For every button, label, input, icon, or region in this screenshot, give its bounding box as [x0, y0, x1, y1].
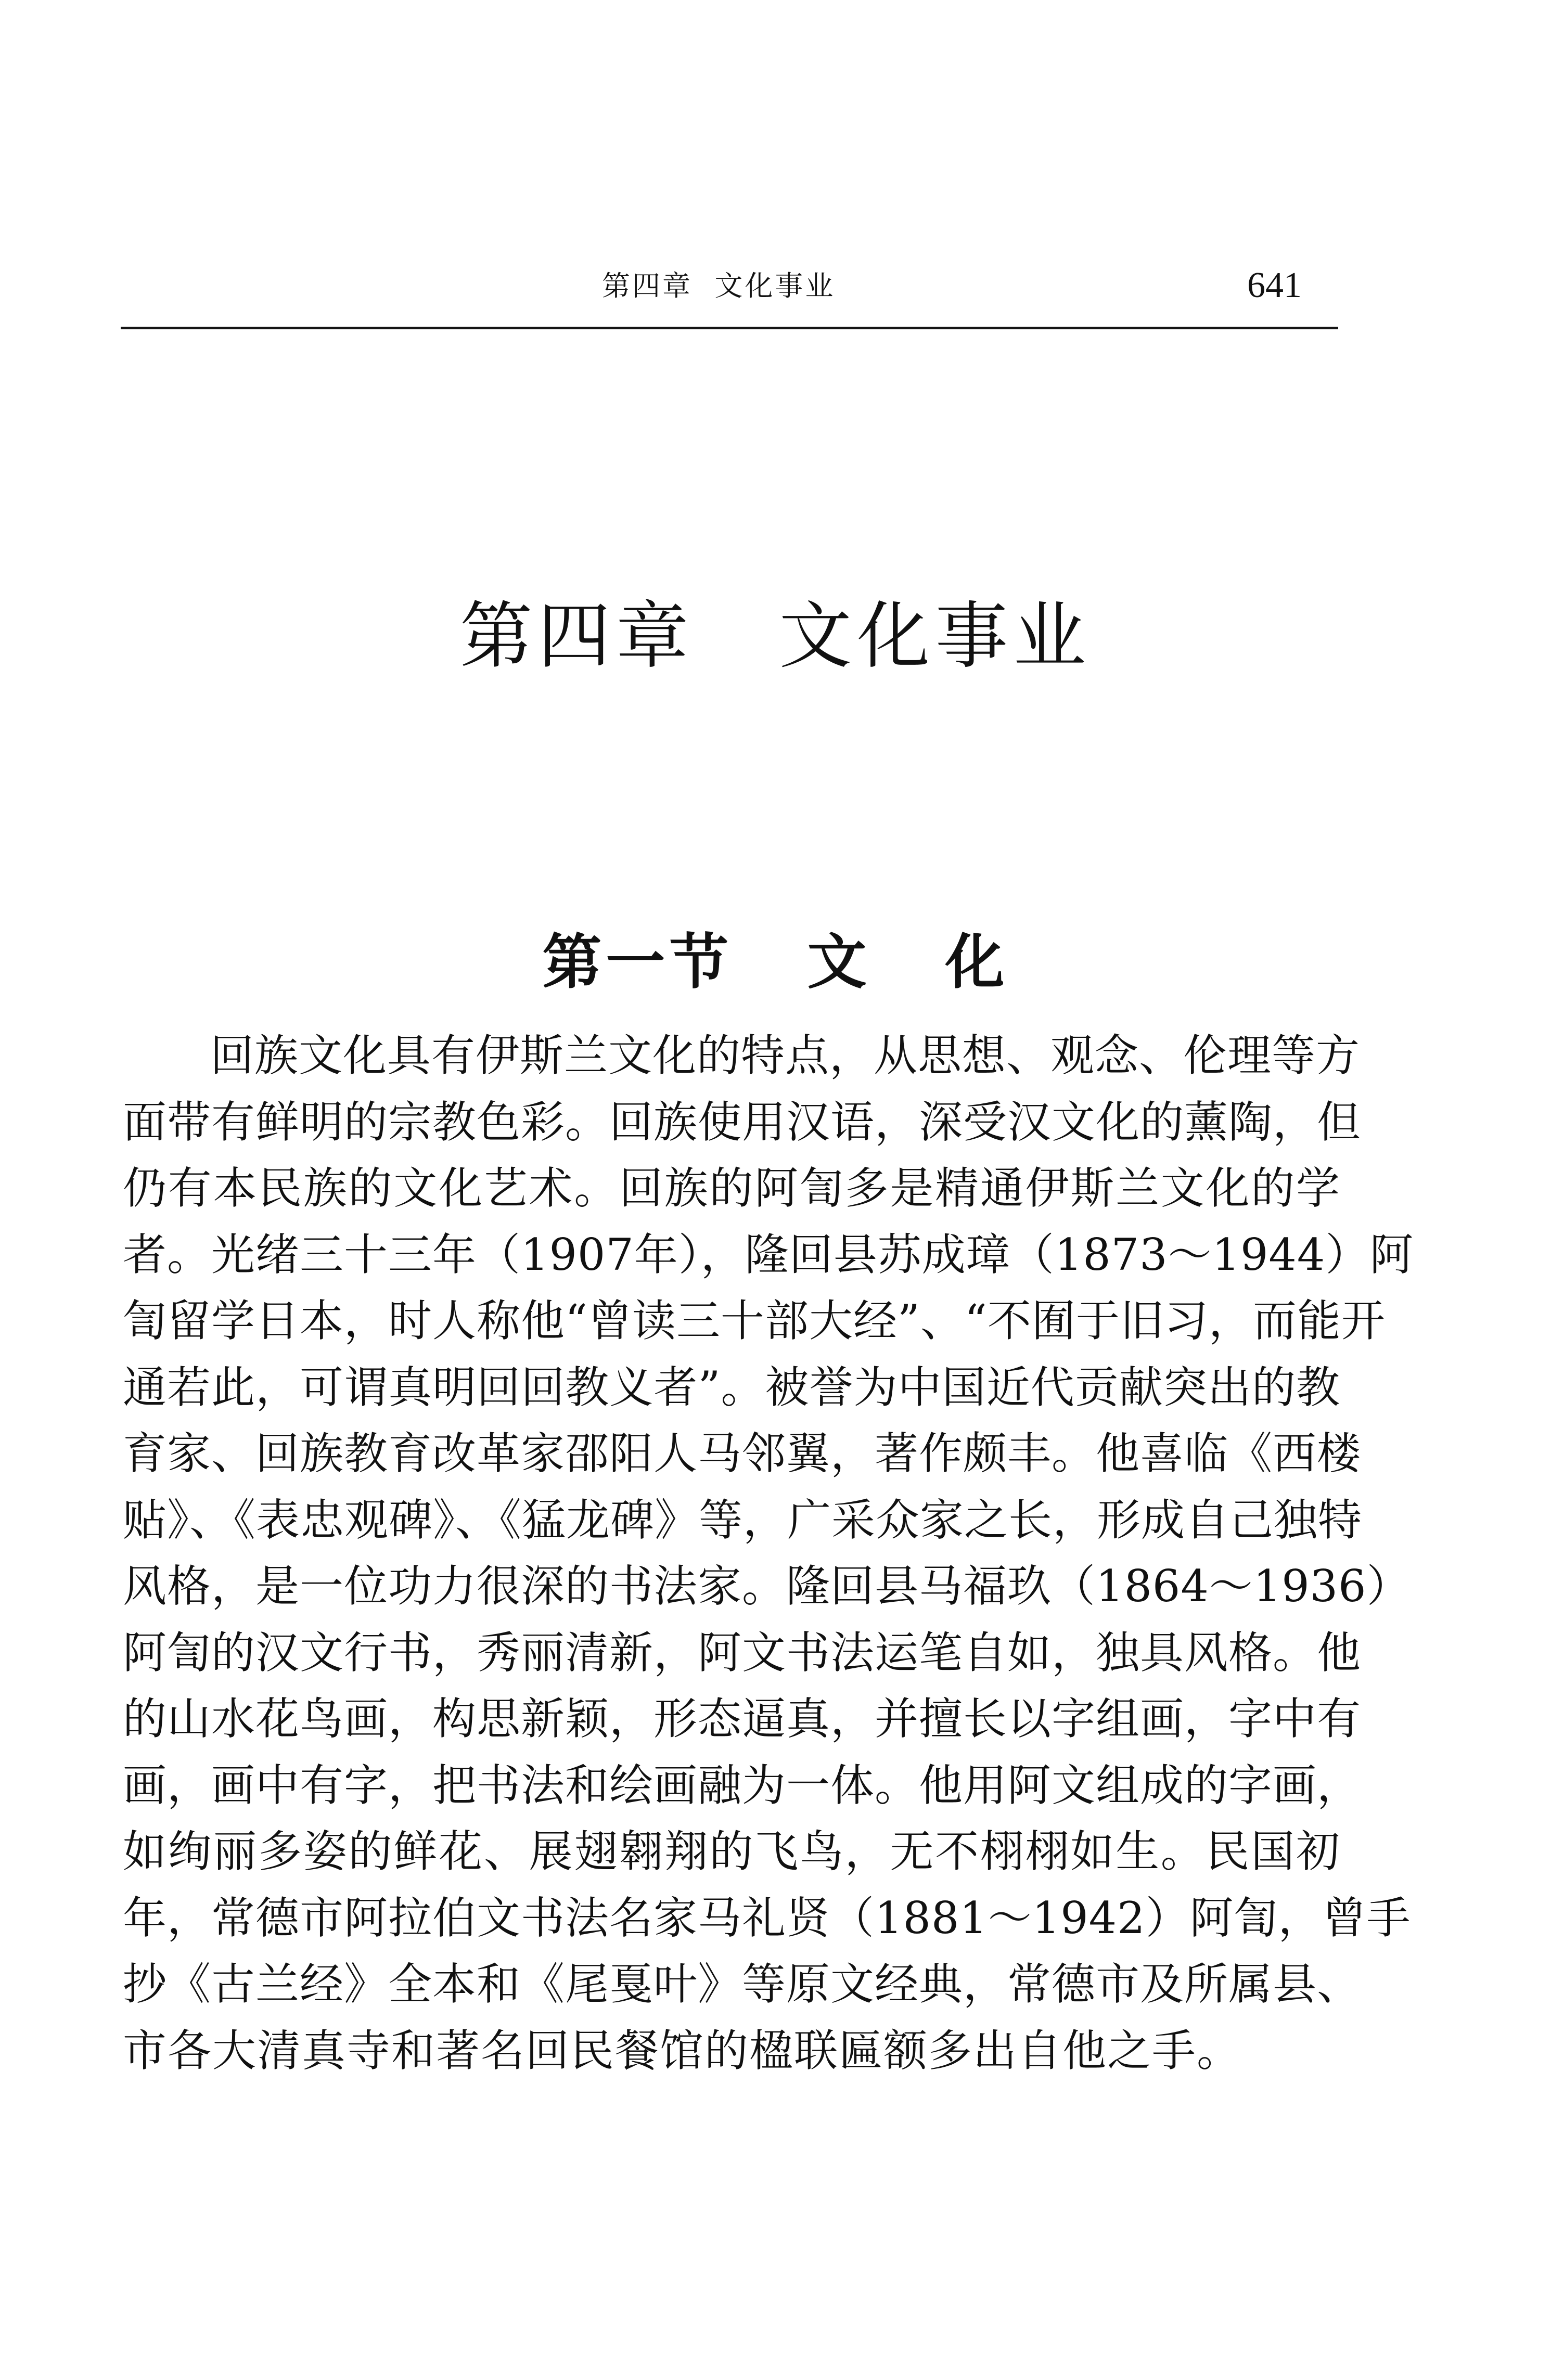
paragraph-line: 如绚丽多姿的鲜花、展翅翱翔的飞鸟，无不栩栩如生。民国初	[123, 1826, 1340, 1877]
body-paragraph	[123, 1023, 1414, 2084]
paragraph-line: 回族文化具有伊斯兰文化的特点，从思想、观念、伦理等方	[210, 1030, 1361, 1081]
section-title: 第一节 文 化	[542, 927, 1009, 997]
paragraph-line: 的山水花鸟画，构思新颖，形态逼真，并擅长以字组画，字中有	[123, 1693, 1362, 1744]
paragraph-line: 通若此，可谓真明回回教义者”。被誉为中国近代贡献突出的教	[123, 1361, 1340, 1413]
paragraph-line: 画，画中有字，把书法和绘画融为一体。他用阿文组成的字画，	[123, 1759, 1362, 1811]
paragraph-line: 者。光绪三十三年（1907年），隆回县苏成璋（1873～1944）阿	[123, 1229, 1414, 1280]
running-header-title: 第四章 文化事业	[602, 269, 836, 302]
paragraph-line: 贴》、《表忠观碑》、《猛龙碑》等，广采众家之长，形成自己独特	[123, 1494, 1363, 1546]
running-header	[121, 265, 1338, 328]
page-number: 641	[1247, 265, 1302, 305]
paragraph-line: 面带有鲜明的宗教色彩。回族使用汉语，深受汉文化的薰陶，但	[123, 1096, 1362, 1148]
paragraph-line: 市各大清真寺和著名回民餐馆的楹联匾额多出自他之手。	[123, 2025, 1242, 2076]
paragraph-line: 年，常德市阿拉伯文书法名家马礼贤（1881～1942）阿訇，曾手	[123, 1892, 1411, 1944]
paragraph-line: 抄《古兰经》全本和《尾戛叶》等原文经典，常德市及所属县、	[123, 1959, 1362, 2010]
paragraph-line: 育家、回族教育改革家邵阳人马邻翼，著作颇丰。他喜临《西楼	[123, 1428, 1362, 1479]
header-rule	[121, 327, 1338, 329]
chapter-title: 第四章 文化事业	[459, 594, 1092, 679]
paragraph-line: 风格，是一位功力很深的书法家。隆回县马福玖（1864～1936）	[123, 1561, 1411, 1612]
paragraph-line: 訇留学日本，时人称他“曾读三十部大经”、“不囿于旧习，而能开	[123, 1295, 1386, 1346]
paragraph-line: 阿訇的汉文行书，秀丽清新，阿文书法运笔自如，独具风格。他	[123, 1627, 1362, 1678]
paragraph-line: 仍有本民族的文化艺术。回族的阿訇多是精通伊斯兰文化的学	[123, 1163, 1340, 1214]
